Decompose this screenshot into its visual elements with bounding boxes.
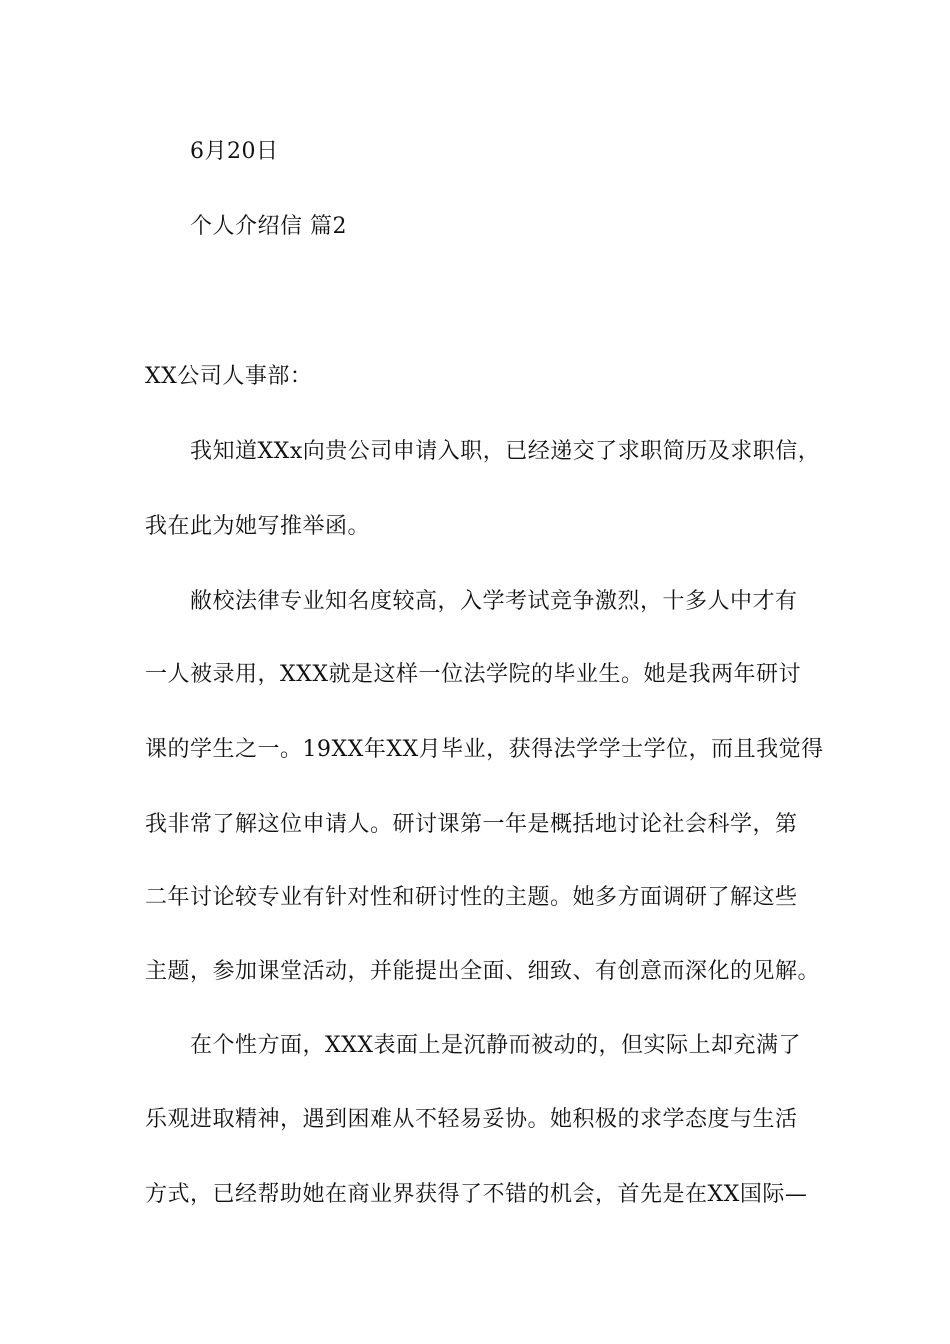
body-line: 课的学生之一。19XX年XX月毕业，获得法学学士学位，而且我觉得 — [145, 737, 824, 762]
body-line: 主题，参加课堂活动，并能提出全面、细致、有创意而深化的见解。 — [145, 959, 821, 984]
letter-heading: 个人介绍信 篇2 — [190, 214, 347, 239]
body-line: 我知道XXx向贵公司申请入职，已经递交了求职简历及求职信， — [190, 439, 821, 464]
body-line: 方式，已经帮助她在商业界获得了不错的机会，首先是在XX国际— — [145, 1182, 808, 1207]
letter-salutation: XX公司人事部： — [145, 364, 313, 389]
body-line: 我非常了解这位申请人。研讨课第一年是概括地讨论社会科学，第 — [145, 812, 798, 837]
body-line: 在个性方面，XXX表面上是沉静而被动的，但实际上却充满了 — [190, 1033, 801, 1058]
letter-date: 6月20日 — [190, 139, 279, 164]
body-line: 我在此为她写推举函。 — [145, 514, 371, 539]
body-line: 乐观进取精神，遇到困难从不轻易妥协。她积极的求学态度与生活 — [145, 1107, 798, 1132]
body-line: 二年讨论较专业有针对性和研讨性的主题。她多方面调研了解这些 — [145, 885, 798, 910]
body-line: 敝校法律专业知名度较高，入学考试竞争激烈，十多人中才有 — [190, 589, 798, 614]
body-line: 一人被录用，XXX就是这样一位法学院的毕业生。她是我两年研讨 — [145, 662, 801, 687]
